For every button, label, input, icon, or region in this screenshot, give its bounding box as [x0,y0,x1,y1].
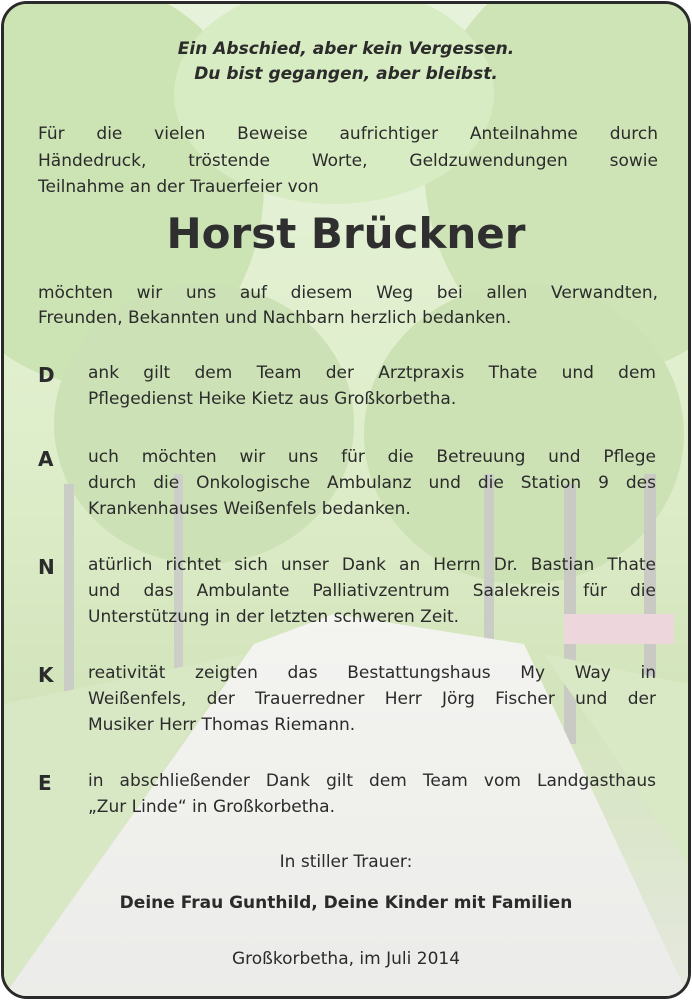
obituary-card [1,1,691,999]
acrostic-letter: A [38,447,54,471]
intro-line-3: Teilnahme an der Trauerfeier von [38,177,319,197]
thanks-intro-line-2: Freunden, Bekannten und Nachbarn herzlich bedanken. [38,308,512,328]
deceased-name: Horst Brückner [166,209,526,258]
acrostic-line: Unterstützung in der letzten schweren Zeit. [88,607,460,627]
obituary-content [4,4,688,996]
acrostic-line: und das Ambulante Palliativzentrum Saalekreis für die [88,581,656,601]
acrostic-line: ank gilt dem Team der Arztpraxis Thate und dem [88,363,656,383]
signature: Deine Frau Gunthild, Deine Kinder mit Familien [119,893,573,913]
intro-line-1: Für die vielen Beweise aufrichtiger Anteilnahme durch [38,124,658,144]
acrostic-line: atürlich richtet sich unser Dank an Herrn Dr. Bastian Thate [88,555,656,575]
acrostic-letter: D [38,363,55,387]
acrostic-line: durch die Onkologische Ambulanz und die Station 9 des [88,473,656,493]
acrostic-line: „Zur Linde“ in Großkorbetha. [88,797,335,817]
motto-line-2: Du bist gegangen, aber bleibst. [194,64,498,84]
acrostic-line: in abschließender Dank gilt dem Team vom Landgasthaus [88,771,656,791]
closing-text: In stiller Trauer: [279,852,413,872]
motto-line-1: Ein Abschied, aber kein Vergessen. [177,39,515,59]
acrostic-letter: E [38,771,52,795]
acrostic-line: Musiker Herr Thomas Riemann. [88,715,356,735]
acrostic-line: reativität zeigten das Bestattungshaus My Way in [88,663,656,683]
thanks-intro-line-1: möchten wir uns auf diesem Weg bei allen Verwandten, [38,283,658,303]
place-date: Großkorbetha, im Juli 2014 [231,949,461,969]
acrostic-line: uch möchten wir uns für die Betreuung und Pflege [88,447,656,467]
acrostic-letter: K [38,663,54,687]
acrostic-line: Pflegedienst Heike Kietz aus Großkorbetha. [88,389,457,409]
intro-line-2: Händedruck, tröstende Worte, Geldzuwendungen sowie [38,151,658,171]
acrostic-line: Krankenhauses Weißenfels bedanken. [88,499,411,519]
acrostic-letter: N [38,555,55,579]
acrostic-line: Weißenfels, der Trauerredner Herr Jörg Fischer und der [88,689,656,709]
